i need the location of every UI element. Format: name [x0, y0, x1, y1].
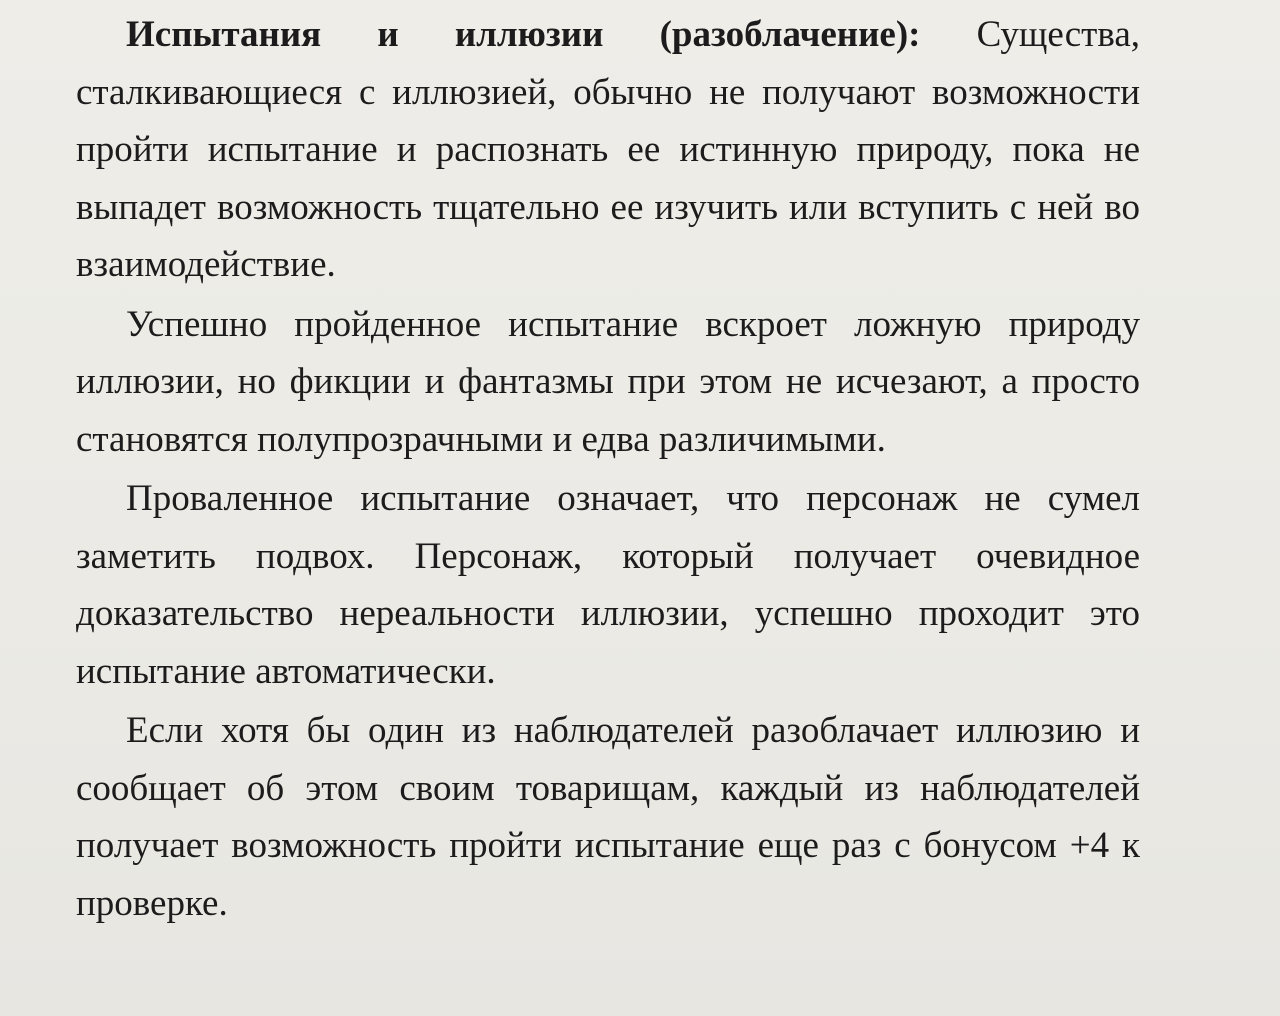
term-heading: Испытания и иллюзии (разоблачение):: [126, 14, 921, 55]
paragraph-illusion-saves: [76, 6, 1140, 294]
paragraph-text: Успешно пройденное испытание вскроет ложную природу иллюзии, но фикции и фантазмы при этом не исчезают, а просто становятся полупрозрачными и едва различимыми.: [76, 303, 1140, 460]
paragraph-companions: [76, 702, 1140, 932]
paragraph-text: Проваленное испытание означает, что персонаж не сумел заметить подвох. Персонаж, который получает очевидное доказательство нереальности иллюзии, успешно проходит это испытание автоматически.: [76, 478, 1140, 692]
paragraph-success: [76, 296, 1140, 469]
paragraph-text: Если хотя бы один из наблюдателей разоблачает иллюзию и сообщает об этом своим товарищам, каждый из наблюдателей получает возможность пройти испытание еще раз с бонусом +4 к проверке.: [76, 710, 1140, 924]
paragraph-failure: [76, 470, 1140, 700]
paragraph-text: Существа, сталкивающиеся с иллюзией, обычно не получают возможности пройти испытание и распознать ее истинную природу, пока не выпадет возможность тщательно ее изучить или вступить с ней во взаимодействие.: [76, 14, 1140, 285]
page-text: [76, 6, 1140, 932]
